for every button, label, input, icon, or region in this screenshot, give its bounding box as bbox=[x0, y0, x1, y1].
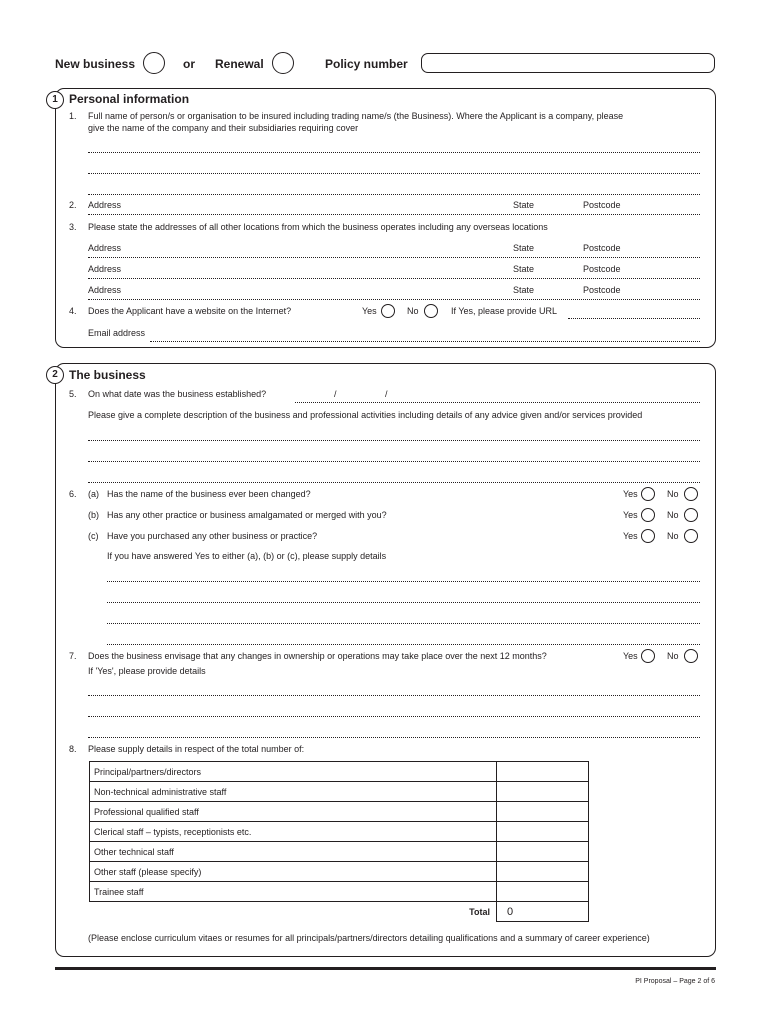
new-business-radio[interactable] bbox=[143, 52, 165, 74]
state-label: State bbox=[513, 264, 535, 274]
footer-rule bbox=[55, 967, 716, 970]
staff-category: Clerical staff – typists, receptionists etc. bbox=[90, 822, 497, 842]
q6a-no-label: No bbox=[667, 489, 679, 499]
state-label: State bbox=[513, 243, 535, 253]
q4-text: Does the Applicant have a website on the Internet? bbox=[88, 306, 292, 316]
state-label: State bbox=[513, 200, 535, 210]
renewal-radio[interactable] bbox=[272, 52, 294, 74]
page-label: PI Proposal – Page 2 of 6 bbox=[635, 978, 715, 985]
q6c-label: (c) bbox=[88, 531, 99, 541]
section-2-badge: 2 bbox=[46, 366, 64, 384]
policy-number-input[interactable] bbox=[421, 53, 715, 73]
q7-yes-radio[interactable] bbox=[641, 649, 655, 663]
q3-text: Please state the addresses of all other locations from which the business operates including any overseas locations bbox=[88, 222, 548, 232]
table-row bbox=[90, 782, 589, 802]
total-label: Total bbox=[469, 906, 490, 917]
cv-note: (Please enclose curriculum vitaes or resumes for all principals/partners/directors detailing qualifications and a summary of career experience) bbox=[88, 933, 650, 943]
q3-address-line[interactable] bbox=[88, 257, 700, 258]
q6-answer-line[interactable] bbox=[107, 602, 700, 603]
q6a-text: Has the name of the business ever been changed? bbox=[107, 489, 311, 499]
q6c-text: Have you purchased any other business or practice? bbox=[107, 531, 318, 541]
staff-count-input[interactable] bbox=[497, 882, 589, 902]
staff-count-table bbox=[89, 761, 589, 922]
state-label: State bbox=[513, 285, 535, 295]
q3-address-line[interactable] bbox=[88, 299, 700, 300]
staff-count-input[interactable] bbox=[497, 842, 589, 862]
total-row bbox=[90, 902, 589, 922]
q4-number: 4. bbox=[69, 306, 77, 316]
or-label: or bbox=[183, 57, 195, 71]
date-separator: / bbox=[334, 389, 337, 399]
q6c-yes-label: Yes bbox=[623, 531, 638, 541]
renewal-label: Renewal bbox=[215, 57, 264, 71]
q1-text-line2: give the name of the company and their subsidiaries requiring cover bbox=[88, 123, 359, 133]
address-label: Address bbox=[88, 200, 122, 210]
q6b-label: (b) bbox=[88, 510, 99, 520]
date-separator: / bbox=[385, 389, 388, 399]
table-row bbox=[90, 822, 589, 842]
q7-answer-line[interactable] bbox=[88, 716, 700, 717]
q5-answer-line[interactable] bbox=[88, 440, 700, 441]
q4-no-radio[interactable] bbox=[424, 304, 438, 318]
q5-answer-line[interactable] bbox=[88, 482, 700, 483]
q6-answer-line[interactable] bbox=[107, 623, 700, 624]
q6-answer-line[interactable] bbox=[107, 581, 700, 582]
q4-url-label: If Yes, please provide URL bbox=[451, 306, 558, 316]
staff-count-input[interactable] bbox=[497, 862, 589, 882]
address-label: Address bbox=[88, 264, 122, 274]
q7-details-text: If 'Yes', please provide details bbox=[88, 666, 206, 676]
q6-details-text: If you have answered Yes to either (a), (b) or (c), please supply details bbox=[107, 551, 387, 561]
q1-answer-line[interactable] bbox=[88, 194, 700, 195]
q4-yes-radio[interactable] bbox=[381, 304, 395, 318]
staff-category: Professional qualified staff bbox=[90, 802, 497, 822]
postcode-label: Postcode bbox=[583, 264, 621, 274]
staff-category: Principal/partners/directors bbox=[90, 762, 497, 782]
q6c-yes-radio[interactable] bbox=[641, 529, 655, 543]
address-label: Address bbox=[88, 243, 122, 253]
q5-description-text: Please give a complete description of the business and professional activities including details of any advice given and/or services provided bbox=[88, 410, 643, 420]
q6b-text: Has any other practice or business amalgamated or merged with you? bbox=[107, 510, 387, 520]
q7-text: Does the business envisage that any changes in ownership or operations may take place over the next 12 months? bbox=[88, 651, 547, 661]
q6-number: 6. bbox=[69, 489, 77, 499]
staff-count-input[interactable] bbox=[497, 782, 589, 802]
q5-answer-line[interactable] bbox=[88, 461, 700, 462]
staff-category: Trainee staff bbox=[90, 882, 497, 902]
address-label: Address bbox=[88, 285, 122, 295]
section-1-badge: 1 bbox=[46, 91, 64, 109]
q1-number: 1. bbox=[69, 111, 77, 121]
q6a-yes-radio[interactable] bbox=[641, 487, 655, 501]
q7-answer-line[interactable] bbox=[88, 737, 700, 738]
q6-answer-line[interactable] bbox=[107, 644, 700, 645]
q2-address-line[interactable] bbox=[88, 214, 700, 215]
q8-number: 8. bbox=[69, 744, 77, 754]
section-2-title: The business bbox=[69, 368, 146, 382]
table-row bbox=[90, 862, 589, 882]
postcode-label: Postcode bbox=[583, 243, 621, 253]
q6b-yes-label: Yes bbox=[623, 510, 638, 520]
new-business-label: New business bbox=[55, 57, 136, 71]
q2-number: 2. bbox=[69, 200, 77, 210]
total-value[interactable]: 0 bbox=[497, 902, 589, 922]
staff-category: Non-technical administrative staff bbox=[90, 782, 497, 802]
q5-text: On what date was the business established? bbox=[88, 389, 267, 399]
table-row bbox=[90, 802, 589, 822]
staff-count-input[interactable] bbox=[497, 762, 589, 782]
q6c-no-radio[interactable] bbox=[684, 529, 698, 543]
q3-number: 3. bbox=[69, 222, 77, 232]
staff-count-input[interactable] bbox=[497, 802, 589, 822]
q7-yes-label: Yes bbox=[623, 651, 638, 661]
postcode-label: Postcode bbox=[583, 200, 621, 210]
q4-no-label: No bbox=[407, 306, 419, 316]
table-row bbox=[90, 882, 589, 902]
q7-answer-line[interactable] bbox=[88, 695, 700, 696]
q8-text: Please supply details in respect of the total number of: bbox=[88, 744, 305, 754]
q5-date-line[interactable] bbox=[295, 402, 700, 403]
staff-category: Other staff (please specify) bbox=[90, 862, 497, 882]
q4-yes-label: Yes bbox=[362, 306, 377, 316]
q7-no-label: No bbox=[667, 651, 679, 661]
q1-answer-line[interactable] bbox=[88, 173, 700, 174]
q6a-yes-label: Yes bbox=[623, 489, 638, 499]
table-row bbox=[90, 842, 589, 862]
q1-answer-line[interactable] bbox=[88, 152, 700, 153]
email-label: Email address bbox=[88, 328, 146, 338]
q6b-no-label: No bbox=[667, 510, 679, 520]
q7-number: 7. bbox=[69, 651, 77, 661]
q3-address-line[interactable] bbox=[88, 278, 700, 279]
q6b-yes-radio[interactable] bbox=[641, 508, 655, 522]
q7-no-radio[interactable] bbox=[684, 649, 698, 663]
q6a-no-radio[interactable] bbox=[684, 487, 698, 501]
q6c-no-label: No bbox=[667, 531, 679, 541]
email-line[interactable] bbox=[150, 341, 700, 342]
q6a-label: (a) bbox=[88, 489, 99, 499]
staff-category: Other technical staff bbox=[90, 842, 497, 862]
q1-text-line1: Full name of person/s or organisation to be insured including trading name/s (the Business). Where the Applicant is a company, please bbox=[88, 111, 624, 121]
q6b-no-radio[interactable] bbox=[684, 508, 698, 522]
table-row bbox=[90, 762, 589, 782]
policy-number-label: Policy number bbox=[325, 57, 408, 71]
url-line[interactable] bbox=[568, 318, 700, 319]
q5-number: 5. bbox=[69, 389, 77, 399]
postcode-label: Postcode bbox=[583, 285, 621, 295]
section-1-title: Personal information bbox=[69, 92, 190, 106]
staff-count-input[interactable] bbox=[497, 822, 589, 842]
